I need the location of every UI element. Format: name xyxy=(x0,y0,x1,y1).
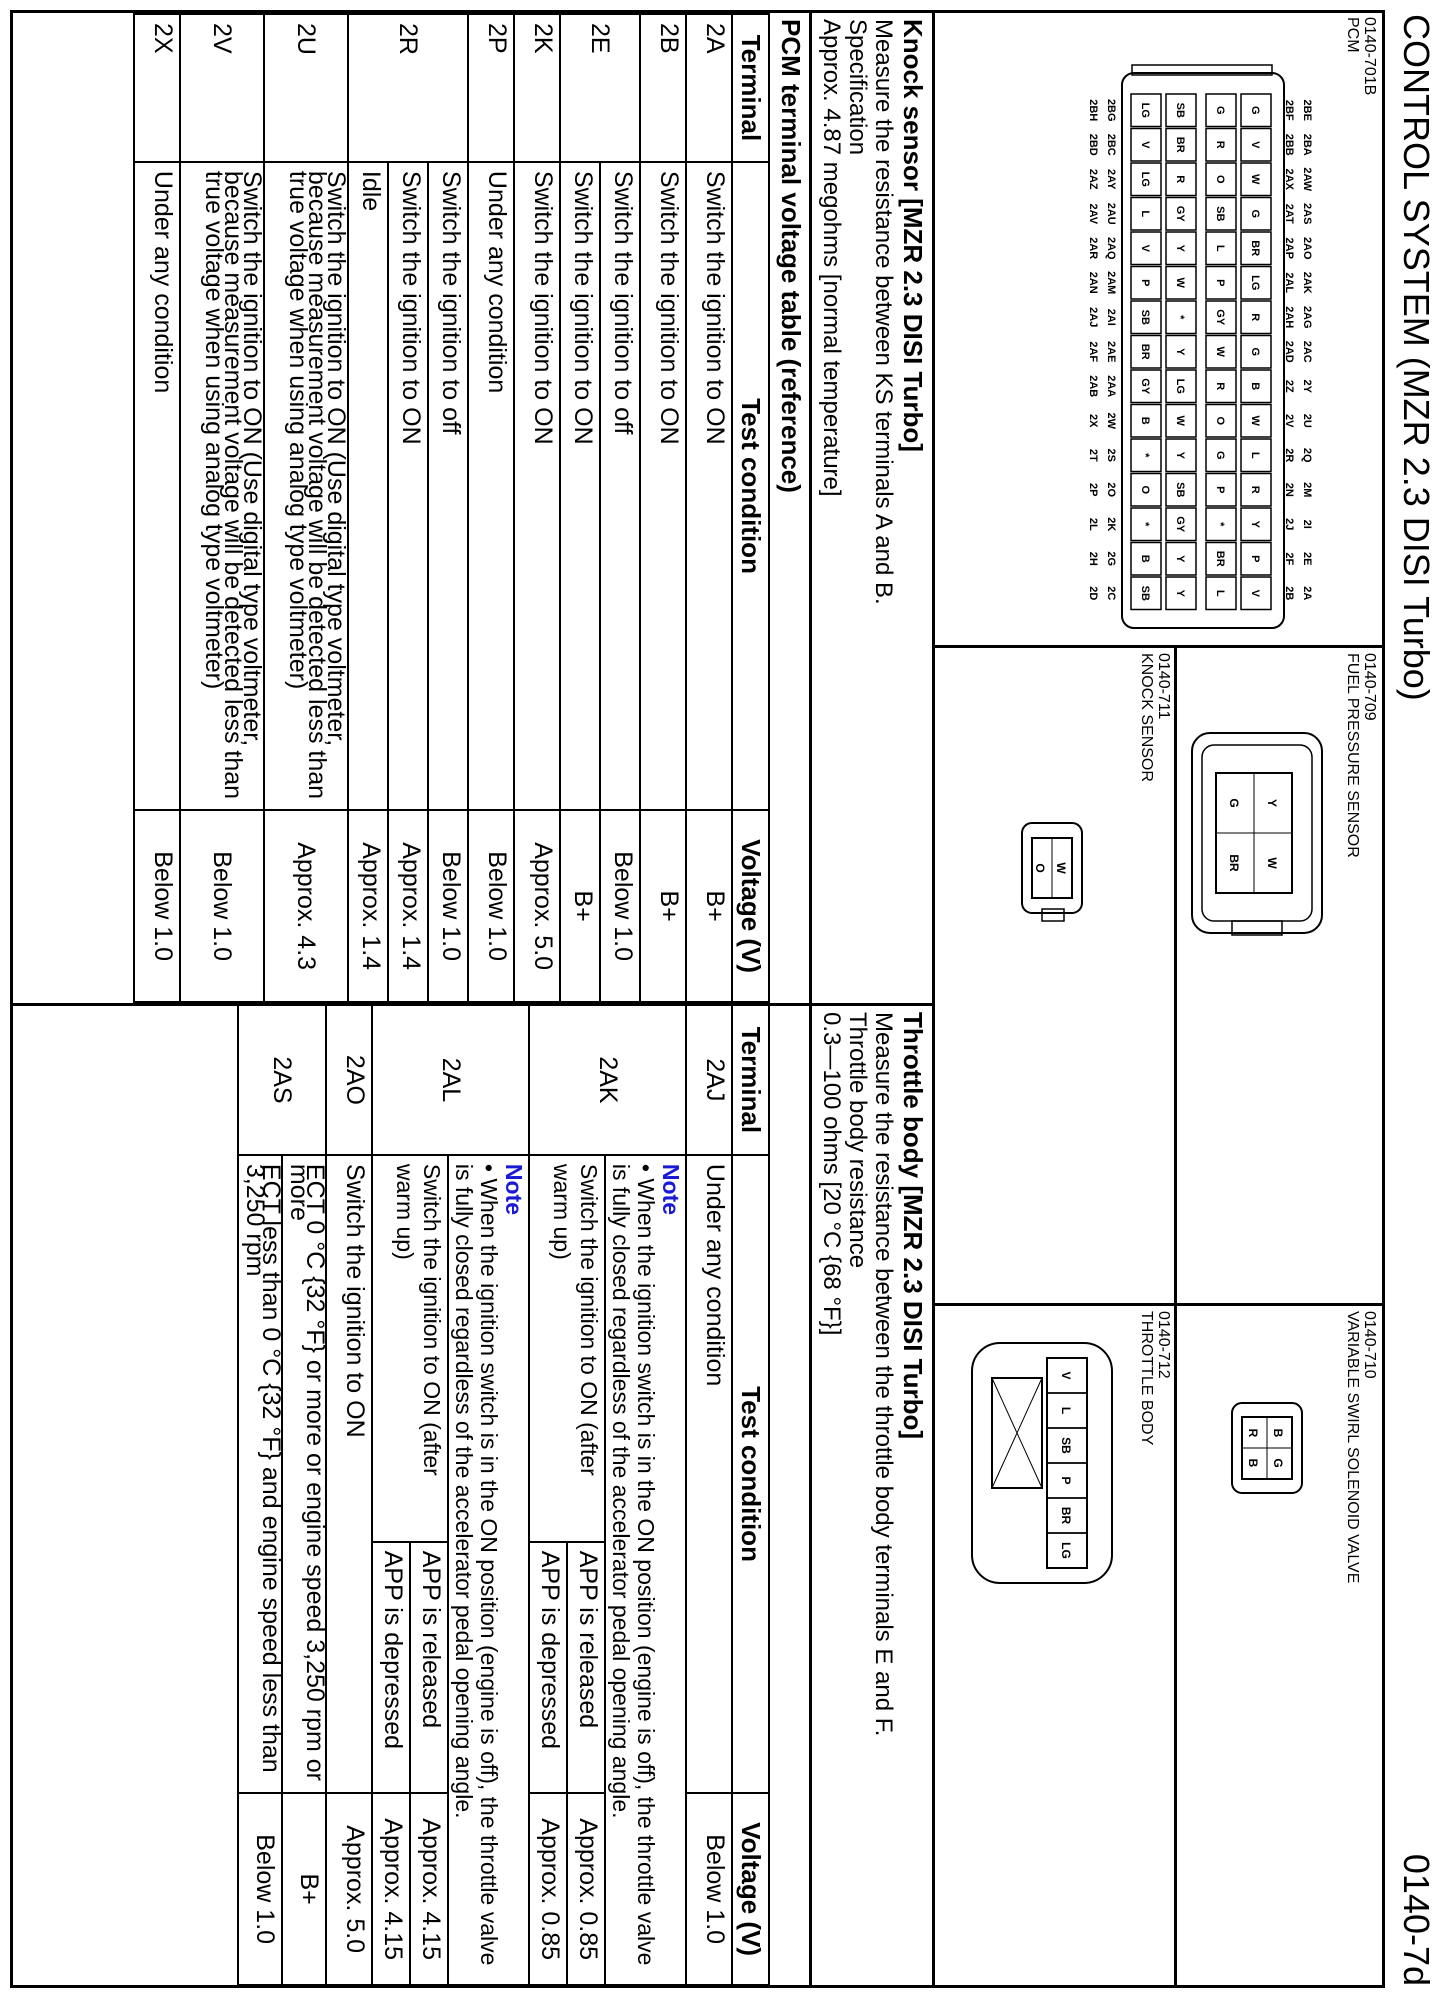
terminal-label: 2BB xyxy=(1283,133,1295,156)
pcm-code: 0140-701B xyxy=(1361,17,1378,96)
terminal-cell: 2V xyxy=(180,14,264,162)
table-row xyxy=(180,14,264,1002)
terminal-label: 2AG xyxy=(1301,305,1313,329)
pcm-table-heading: PCM terminal voltage table (reference) xyxy=(776,19,806,493)
terminal-label: 2BD xyxy=(1087,133,1099,156)
terminal-label: 2AS xyxy=(1301,203,1313,225)
voltage-cell: Below 1.0 xyxy=(180,810,264,1002)
wire-color-label: V xyxy=(1139,244,1151,252)
condition-cell: ECT 0 °C {32 °F} or more or engine speed 3,250 rpm or more xyxy=(282,1155,326,1793)
table-row xyxy=(468,14,514,1002)
sub-condition-cell: APP is released xyxy=(567,1542,605,1794)
terminal-cell: 2AO xyxy=(326,1005,372,1155)
wire-color-label: V xyxy=(1249,141,1261,149)
wire-color-label: BR xyxy=(1214,550,1226,567)
note-text: • When the ignition switch is in the ON position (engine is off), the throttle valve is fully closed regardless of the accelerator pedal opening angle. xyxy=(451,1163,502,1966)
terminal-label: 2AH xyxy=(1283,306,1295,329)
condition-cell: Switch the ignition to ON (Use digital type voltmeter, because measurement voltage will be detected less than true voltage when using analog type voltmeter) xyxy=(264,162,348,810)
terminal-label: 2A xyxy=(1301,586,1313,601)
terminal-label: 2K xyxy=(1105,517,1117,532)
wire-color-label: Y xyxy=(1174,451,1186,459)
voltage-cell: B+ xyxy=(686,810,732,1002)
terminal-label: 2AO xyxy=(1301,236,1313,260)
terminal-label: 2AM xyxy=(1105,271,1117,295)
wire-color-label: G xyxy=(1214,105,1226,115)
wire-color-label: SB xyxy=(1174,102,1186,118)
voltage-cell: Below 1.0 xyxy=(134,810,180,1002)
divider xyxy=(935,645,1382,648)
terminal-label: 2AA xyxy=(1105,375,1117,398)
pin-label: G xyxy=(1227,798,1241,808)
pin-label: R xyxy=(1246,1428,1260,1438)
voltage-cell: B+ xyxy=(560,810,600,1002)
wire-color-label: LG xyxy=(1139,102,1151,118)
terminal-label: 2I xyxy=(1301,519,1313,529)
voltage-cell: Approx. 5.0 xyxy=(326,1793,372,1985)
pin-label: O xyxy=(1033,863,1047,873)
wire-color-label: V xyxy=(1139,141,1151,149)
throttle-heading: Throttle body [MZR 2.3 DISI Turbo] xyxy=(898,1012,928,1440)
terminal-cell: 2AS xyxy=(238,1005,326,1155)
terminal-label: 2AD xyxy=(1283,340,1295,363)
wire-color-label: P xyxy=(1139,279,1151,287)
terminal-label: 2AK xyxy=(1301,271,1313,294)
throttle-connector xyxy=(952,1333,1132,1603)
wire-color-label: GY xyxy=(1174,516,1186,533)
terminal-label: 2H xyxy=(1087,551,1099,566)
condition-cell: Switch the ignition to ON xyxy=(640,162,686,810)
wire-color-label: R xyxy=(1249,313,1261,322)
table-row xyxy=(605,1005,686,1985)
terminal-label: 2AE xyxy=(1105,341,1117,363)
knock-heading: Knock sensor [MZR 2.3 DISI Turbo] xyxy=(898,19,928,452)
voltage-cell: Below 1.0 xyxy=(428,810,468,1002)
terminal-cell: 2A xyxy=(686,14,732,162)
terminal-label: 2Q xyxy=(1301,447,1313,463)
note-label: Note xyxy=(658,1163,684,1216)
condition-cell: Switch the ignition to ON (Use digital type voltmeter, because measurement voltage will be detected less than true voltage when using analog type voltmeter) xyxy=(180,162,264,810)
col-voltage: Voltage (V) xyxy=(732,1793,769,1985)
terminal-cell: 2P xyxy=(468,14,514,162)
wire-color-label: GY xyxy=(1139,378,1151,395)
condition-cell: Switch the ignition to ON (after warm up) xyxy=(372,1155,448,1542)
pcm-name: PCM xyxy=(1344,17,1361,53)
terminal-label: 2BF xyxy=(1283,99,1295,121)
voltage-cell: Below 1.0 xyxy=(238,1793,282,1985)
terminal-label: 2F xyxy=(1283,552,1295,566)
terminal-label: 2Z xyxy=(1283,379,1295,393)
wire-color-label: GY xyxy=(1174,205,1186,222)
terminal-label: 2BA xyxy=(1301,133,1313,156)
terminal-label: 2X xyxy=(1087,414,1099,428)
condition-cell: Under any condition xyxy=(134,162,180,810)
voltage-cell: Approx. 4.3 xyxy=(264,810,348,1002)
fuel-pressure-connector xyxy=(1182,713,1332,973)
wire-color-label: L xyxy=(1214,244,1226,252)
voltage-cell: Approx. 4.15 xyxy=(372,1793,410,1985)
terminal-label: 2L xyxy=(1087,517,1099,531)
terminal-label: 2U xyxy=(1301,413,1313,428)
divider xyxy=(809,13,812,1003)
voltage-cell: Approx. 1.4 xyxy=(388,810,428,1002)
terminal-cell: 2U xyxy=(264,14,348,162)
terminal-label: 2P xyxy=(1087,483,1099,497)
left-column xyxy=(10,13,932,1003)
terminal-label: 2BH xyxy=(1087,99,1099,122)
throttle-voltage-table xyxy=(237,1004,770,1986)
wire-color-label: L xyxy=(1139,210,1151,218)
terminal-label: 2B xyxy=(1283,586,1295,601)
wire-color-label: SB xyxy=(1139,585,1151,601)
terminal-label: 2AR xyxy=(1087,237,1099,260)
wire-color-label: * xyxy=(1174,315,1186,320)
condition-cell: Switch the ignition to ON xyxy=(514,162,560,810)
condition-cell: Switch the ignition to off xyxy=(428,162,468,810)
pcm-voltage-table xyxy=(133,13,770,1003)
terminal-label: 2BC xyxy=(1105,133,1117,156)
wire-color-label: V xyxy=(1249,589,1261,597)
terminal-label: 2J xyxy=(1283,518,1295,531)
table-row xyxy=(264,14,348,1002)
voltage-cell: Below 1.0 xyxy=(468,810,514,1002)
terminal-label: 2C xyxy=(1105,586,1117,601)
note-cell xyxy=(448,1155,529,1985)
wire-color-label: W xyxy=(1214,346,1226,357)
wire-color-label: BR xyxy=(1139,343,1151,360)
sub-condition-cell: APP is released xyxy=(410,1542,448,1794)
pin-label: SB xyxy=(1059,1437,1073,1454)
wire-color-label: R xyxy=(1249,485,1261,494)
table-row xyxy=(348,14,388,1002)
pin-label: P xyxy=(1059,1476,1073,1485)
throttle-code: 0140-712 xyxy=(1155,1311,1172,1379)
condition-cell: Switch the ignition to ON (after warm up) xyxy=(529,1155,605,1542)
terminal-label: 2T xyxy=(1087,448,1099,462)
table-row xyxy=(686,14,732,1002)
wire-color-label: O xyxy=(1214,416,1226,426)
voltage-cell: Below 1.0 xyxy=(686,1793,732,1985)
pin-label: W xyxy=(1054,862,1068,874)
knock-line2: Specification xyxy=(844,19,871,156)
pin-label: G xyxy=(1271,1458,1285,1468)
wire-color-label: G xyxy=(1214,450,1226,460)
wire-color-label: P xyxy=(1214,279,1226,287)
terminal-label: 2AJ xyxy=(1087,307,1099,328)
condition-cell: Switch the ignition to ON xyxy=(326,1155,372,1793)
condition-cell: Switch the ignition to ON xyxy=(560,162,600,810)
terminal-label: 2N xyxy=(1283,482,1295,497)
terminal-cell: 2E xyxy=(560,14,640,162)
table-row xyxy=(560,14,600,1002)
voltage-cell: Approx. 1.4 xyxy=(348,810,388,1002)
right-column xyxy=(10,1003,932,1985)
wire-color-label: R xyxy=(1214,140,1226,149)
voltage-cell: B+ xyxy=(640,810,686,1002)
throttle-name: THROTTLE BODY xyxy=(1138,1311,1155,1446)
swirl-valve-connector xyxy=(1212,1383,1322,1523)
wire-color-label: G xyxy=(1249,347,1261,357)
wire-color-label: L xyxy=(1249,451,1261,459)
pin-label: B xyxy=(1246,1458,1260,1468)
throttle-line1: Measure the resistance between the throttle body terminals E and F. xyxy=(870,1012,897,1737)
condition-cell: Idle xyxy=(348,162,388,810)
wire-color-label: BR xyxy=(1249,240,1261,257)
table-row xyxy=(388,14,428,1002)
wire-color-label: B xyxy=(1249,382,1261,391)
table-row xyxy=(514,14,560,1002)
table-row xyxy=(282,1005,326,1985)
col-condition: Test condition xyxy=(732,1155,769,1793)
wire-color-label: R xyxy=(1174,175,1186,184)
pin-label: BR xyxy=(1059,1506,1073,1525)
table-row xyxy=(686,1005,732,1985)
pcm-connector-diagram xyxy=(935,13,1382,643)
divider xyxy=(1174,645,1177,1988)
wire-color-label: W xyxy=(1174,415,1186,426)
terminal-cell: 2K xyxy=(514,14,560,162)
wire-color-label: GY xyxy=(1214,309,1226,326)
condition-cell: ECT less than 0 °C {32 °F} and engine speed less than 3,250 rpm xyxy=(238,1155,282,1793)
wire-color-label: G xyxy=(1249,209,1261,219)
wire-color-label: * xyxy=(1139,453,1151,458)
col-voltage: Voltage (V) xyxy=(732,810,769,1002)
wire-color-label: O xyxy=(1214,174,1226,184)
note-label: Note xyxy=(501,1163,527,1216)
terminal-cell: 2X xyxy=(134,14,180,162)
knock-name: KNOCK SENSOR xyxy=(1138,653,1155,782)
pin-label: W xyxy=(1265,857,1279,869)
condition-cell: Switch the ignition to off xyxy=(600,162,640,810)
throttle-line2: Throttle body resistance xyxy=(844,1012,871,1269)
wire-color-label: W xyxy=(1249,174,1261,185)
terminal-label: 2AZ xyxy=(1087,168,1099,190)
knock-code: 0140-711 xyxy=(1155,653,1172,720)
wire-color-label: SB xyxy=(1174,482,1186,498)
terminal-label: 2AX xyxy=(1283,168,1295,190)
sub-condition-cell: APP is depressed xyxy=(529,1542,567,1794)
wire-color-label: LG xyxy=(1174,378,1186,394)
wire-color-label: * xyxy=(1214,522,1226,527)
terminal-label: 2G xyxy=(1105,551,1117,567)
table-row xyxy=(600,14,640,1002)
terminal-cell: 2AJ xyxy=(686,1005,732,1155)
connector-panel xyxy=(932,13,1382,1985)
terminal-label: 2D xyxy=(1087,586,1099,601)
table-row xyxy=(640,14,686,1002)
swirl-valve-name: VARIABLE SWIRL SOLENOID VALVE xyxy=(1344,1311,1361,1584)
knock-line1: Measure the resistance between KS terminals A and B. xyxy=(870,19,897,605)
wire-color-label: Y xyxy=(1249,520,1261,528)
wire-color-label: Y xyxy=(1174,555,1186,563)
throttle-line3: 0.3—100 ohms [20 °C {68 °F}] xyxy=(818,1012,845,1336)
table-row xyxy=(428,14,468,1002)
terminal-cell: 2R xyxy=(348,14,468,162)
page-title: CONTROL SYSTEM (MZR 2.3 DISI Turbo) xyxy=(1396,14,1437,701)
terminal-label: 2Y xyxy=(1301,379,1313,393)
wire-color-label: P xyxy=(1214,486,1226,494)
terminal-label: 2V xyxy=(1283,414,1295,428)
condition-cell: Under any condition xyxy=(468,162,514,810)
voltage-cell: Approx. 5.0 xyxy=(514,810,560,1002)
condition-cell: Switch the ignition to ON xyxy=(388,162,428,810)
divider xyxy=(809,1006,812,1985)
col-terminal: Terminal xyxy=(732,1005,769,1155)
voltage-cell: Approx. 0.85 xyxy=(567,1793,605,1985)
terminal-label: 2AN xyxy=(1087,271,1099,294)
terminal-label: 2AV xyxy=(1087,203,1099,225)
table-header-row xyxy=(732,14,769,1002)
condition-cell: Switch the ignition to ON xyxy=(686,162,732,810)
table-row xyxy=(448,1005,529,1985)
swirl-valve-code: 0140-710 xyxy=(1361,1311,1378,1379)
wire-color-label: B xyxy=(1139,416,1151,425)
wire-color-label: Y xyxy=(1174,348,1186,356)
wire-color-label: BR xyxy=(1174,136,1186,153)
terminal-label: 2AI xyxy=(1105,308,1117,326)
terminal-label: 2M xyxy=(1301,482,1313,498)
wire-color-label: L xyxy=(1214,589,1226,597)
terminal-label: 2AU xyxy=(1105,202,1117,225)
pin-label: LG xyxy=(1059,1542,1073,1559)
wire-color-label: SB xyxy=(1214,206,1226,222)
terminal-label: 2BG xyxy=(1105,98,1117,122)
page-code: 0140-7d xyxy=(1396,1853,1437,1986)
table-row xyxy=(326,1005,372,1985)
wire-color-label: G xyxy=(1249,105,1261,115)
terminal-label: 2AW xyxy=(1301,167,1313,192)
condition-cell: Under any condition xyxy=(686,1155,732,1793)
sub-condition-cell: APP is depressed xyxy=(372,1542,410,1794)
table-row xyxy=(134,14,180,1002)
terminal-cell: 2B xyxy=(640,14,686,162)
col-terminal: Terminal xyxy=(732,14,769,162)
wire-color-label: W xyxy=(1249,415,1261,426)
wire-color-label: * xyxy=(1139,522,1151,527)
pin-label: BR xyxy=(1227,854,1241,872)
terminal-cell: 2AK xyxy=(529,1005,686,1155)
fuel-pressure-code: 0140-709 xyxy=(1361,653,1378,721)
note-cell xyxy=(605,1155,686,1985)
pin-label: L xyxy=(1059,1406,1073,1415)
voltage-cell: Approx. 0.85 xyxy=(529,1793,567,1985)
voltage-cell: Approx. 4.15 xyxy=(410,1793,448,1985)
wire-color-label: O xyxy=(1139,485,1151,495)
wire-color-label: LG xyxy=(1249,275,1261,291)
col-condition: Test condition xyxy=(732,162,769,810)
wire-color-label: P xyxy=(1249,555,1261,563)
voltage-cell: B+ xyxy=(282,1793,326,1985)
terminal-label: 2AB xyxy=(1087,375,1099,398)
table-header-row xyxy=(732,1005,769,1985)
pin-label: B xyxy=(1271,1428,1285,1438)
content-frame xyxy=(10,10,1385,1988)
wire-color-label: R xyxy=(1214,382,1226,391)
wire-color-label: W xyxy=(1174,277,1186,288)
terminal-label: 2AP xyxy=(1283,237,1295,259)
pin-label: Y xyxy=(1265,798,1279,808)
terminal-label: 2S xyxy=(1105,448,1117,462)
wire-color-label: SB xyxy=(1139,309,1151,325)
knock-connector xyxy=(992,783,1112,963)
fuel-pressure-name: FUEL PRESSURE SENSOR xyxy=(1344,653,1361,858)
note-text: • When the ignition switch is in the ON position (engine is off), the throttle valve is fully closed regardless of the accelerator pedal opening angle. xyxy=(608,1163,659,1966)
terminal-label: 2BE xyxy=(1301,99,1313,121)
terminal-label: 2AY xyxy=(1105,169,1117,190)
terminal-cell: 2AL xyxy=(372,1005,529,1155)
pin-label: V xyxy=(1059,1371,1073,1380)
terminal-label: 2AT xyxy=(1283,203,1295,224)
terminal-label: 2AQ xyxy=(1105,236,1117,260)
terminal-label: 2R xyxy=(1283,448,1295,463)
wire-color-label: Y xyxy=(1174,589,1186,597)
wire-color-label: LG xyxy=(1139,171,1151,187)
wire-color-label: B xyxy=(1139,554,1151,563)
terminal-label: 2AL xyxy=(1283,272,1295,294)
voltage-cell: Below 1.0 xyxy=(600,810,640,1002)
knock-line3: Approx. 4.87 megohms [normal temperature] xyxy=(818,19,845,497)
terminal-label: 2W xyxy=(1105,412,1117,429)
terminal-label: 2O xyxy=(1105,482,1117,498)
divider xyxy=(935,1303,1382,1306)
wire-color-label: Y xyxy=(1174,244,1186,252)
terminal-label: 2AC xyxy=(1301,340,1313,363)
terminal-label: 2AF xyxy=(1087,341,1099,363)
terminal-label: 2E xyxy=(1301,552,1313,566)
